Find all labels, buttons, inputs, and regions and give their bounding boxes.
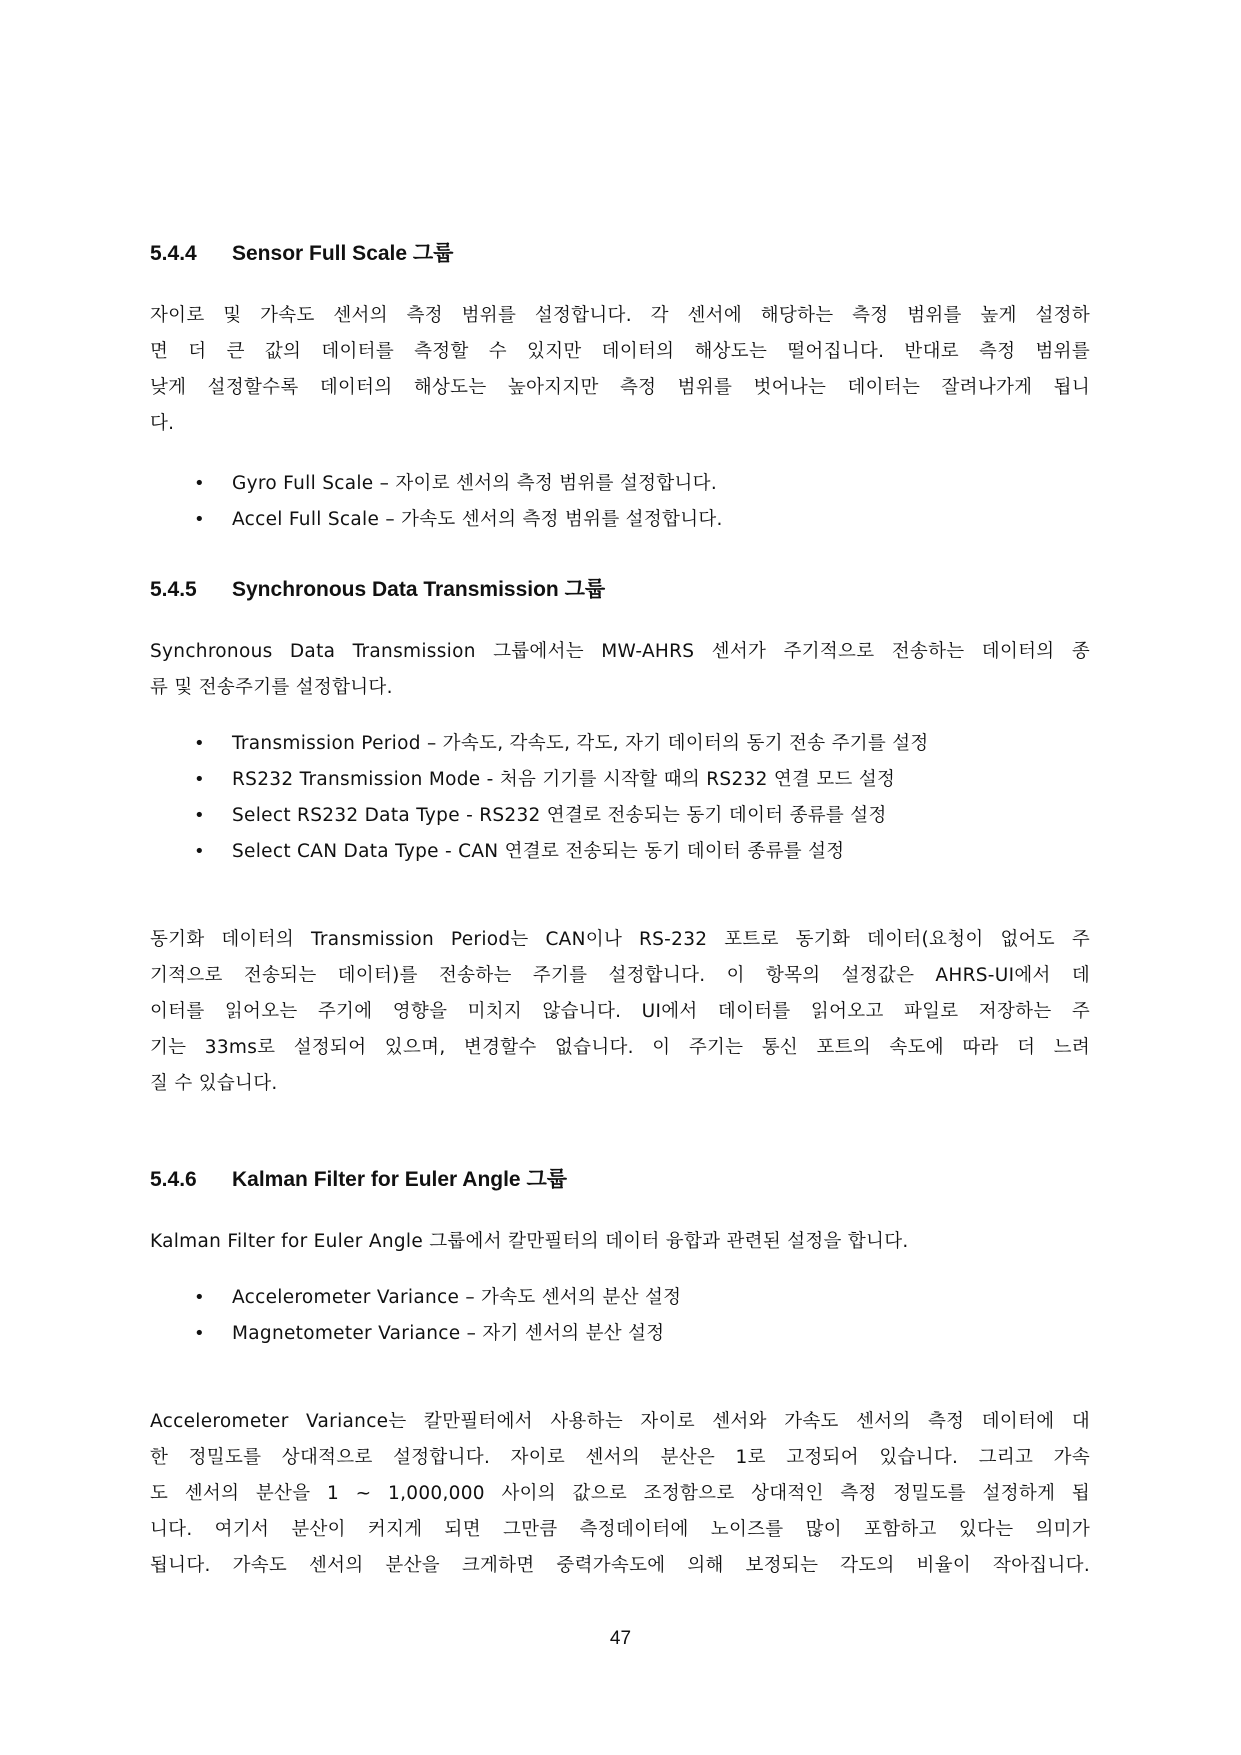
paragraph-line: 자이로 및 가속도 센서의 측정 범위를 설정합니다. 각 센서에 해당하는 측정 범위를 높게 설정하: [150, 305, 1090, 326]
list-item: [150, 762, 1090, 798]
paragraph-line: 류 및 전송주기를 설정합니다.: [150, 677, 393, 698]
accelerometer-variance-paragraph: [150, 1404, 1090, 1584]
bullet-icon: •: [194, 509, 205, 530]
paragraph-line: 한 정밀도를 상대적으로 설정합니다. 자이로 센서의 분산은 1로 고정되어 있습니다. 그리고 가속: [150, 1447, 1090, 1468]
paragraph-line: 면 더 큰 값의 데이터를 측정할 수 있지만 데이터의 해상도는 떨어집니다. 반대로 측정 범위를: [150, 341, 1090, 362]
sensor-full-scale-paragraph: [150, 298, 1090, 442]
bullet-icon: •: [194, 769, 205, 790]
paragraph-line: 기는 33ms로 설정되어 있으며, 변경할수 없습니다. 이 주기는 통신 포트의 속도에 따라 더 느려: [150, 1037, 1090, 1058]
paragraph-line: 다.: [150, 413, 175, 434]
transmission-period-paragraph: [150, 922, 1090, 1102]
paragraph-line: 니다. 여기서 분산이 커지게 되면 그만큼 측정데이터에 노이즈를 많이 포함하고 있다는 의미가: [150, 1519, 1090, 1540]
list-item: [150, 502, 1090, 538]
bullet-icon: •: [194, 1323, 205, 1344]
list-item: [150, 466, 1090, 502]
paragraph-line: 낮게 설정할수록 데이터의 해상도는 높아지지만 측정 범위를 벗어나는 데이터는 잘려나가게 됩니: [150, 377, 1090, 398]
section-title: Kalman Filter for Euler Angle 그룹: [232, 1168, 568, 1191]
synchronous-bullet-list: [150, 726, 1090, 870]
kalman-bullet-list: [150, 1280, 1090, 1352]
bullet-icon: •: [194, 841, 205, 862]
paragraph-line: 질 수 있습니다.: [150, 1073, 278, 1094]
paragraph-line: Kalman Filter for Euler Angle 그룹에서 칼만필터의 데이터 융합과 관련된 설정을 합니다.: [150, 1231, 909, 1252]
list-item: [150, 726, 1090, 762]
list-item-text: Accelerometer Variance – 가속도 센서의 분산 설정: [232, 1287, 682, 1308]
paragraph-line: Synchronous Data Transmission 그룹에서는 MW-AHRS 센서가 주기적으로 전송하는 데이터의 종: [150, 641, 1090, 662]
section-number: 5.4.5: [150, 578, 197, 601]
section-heading-5-4-6: [150, 1166, 1090, 1194]
list-item-text: Gyro Full Scale – 자이로 센서의 측정 범위를 설정합니다.: [232, 473, 718, 494]
synchronous-intro-paragraph: [150, 634, 1090, 706]
page-number: 47: [609, 1628, 632, 1649]
list-item: [150, 798, 1090, 834]
list-item-text: Accel Full Scale – 가속도 센서의 측정 범위를 설정합니다.: [232, 509, 723, 530]
list-item-text: Magnetometer Variance – 자기 센서의 분산 설정: [232, 1323, 665, 1344]
paragraph-line: 기적으로 전송되는 데이터)를 전송하는 주기를 설정합니다. 이 항목의 설정값은 AHRS-UI에서 데: [150, 965, 1090, 986]
list-item-text: Transmission Period – 가속도, 각속도, 각도, 자기 데이터의 동기 전송 주기를 설정: [232, 733, 929, 754]
section-title: Synchronous Data Transmission 그룹: [232, 578, 606, 601]
bullet-icon: •: [194, 1287, 205, 1308]
bullet-icon: •: [194, 805, 205, 826]
list-item: [150, 1316, 1090, 1352]
sensor-full-scale-bullet-list: [150, 466, 1090, 538]
list-item-text: Select RS232 Data Type - RS232 연결로 전송되는 동기 데이터 종류를 설정: [232, 805, 887, 826]
paragraph-line: 됩니다. 가속도 센서의 분산을 크게하면 중력가속도에 의해 보정되는 각도의 비율이 작아집니다.: [150, 1555, 1090, 1576]
section-title: Sensor Full Scale 그룹: [232, 242, 454, 265]
list-item: [150, 834, 1090, 870]
kalman-intro-paragraph: [150, 1224, 1090, 1260]
section-number: 5.4.6: [150, 1168, 197, 1191]
bullet-icon: •: [194, 733, 205, 754]
list-item-text: RS232 Transmission Mode - 처음 기기를 시작할 때의 RS232 연결 모드 설정: [232, 769, 896, 790]
bullet-icon: •: [194, 473, 205, 494]
paragraph-line: 도 센서의 분산을 1 ~ 1,000,000 사이의 값으로 조정함으로 상대적인 측정 정밀도를 설정하게 됩: [150, 1483, 1090, 1504]
section-heading-5-4-4: [150, 240, 1090, 268]
list-item: [150, 1280, 1090, 1316]
section-number: 5.4.4: [150, 242, 197, 265]
section-heading-5-4-5: [150, 576, 1090, 604]
list-item-text: Select CAN Data Type - CAN 연결로 전송되는 동기 데이터 종류를 설정: [232, 841, 845, 862]
paragraph-line: 동기화 데이터의 Transmission Period는 CAN이나 RS-232 포트로 동기화 데이터(요청이 없어도 주: [150, 929, 1090, 950]
paragraph-line: 이터를 읽어오는 주기에 영향을 미치지 않습니다. UI에서 데이터를 읽어오고 파일로 저장하는 주: [150, 1001, 1090, 1022]
paragraph-line: Accelerometer Variance는 칼만필터에서 사용하는 자이로 센서와 가속도 센서의 측정 데이터에 대: [150, 1411, 1090, 1432]
